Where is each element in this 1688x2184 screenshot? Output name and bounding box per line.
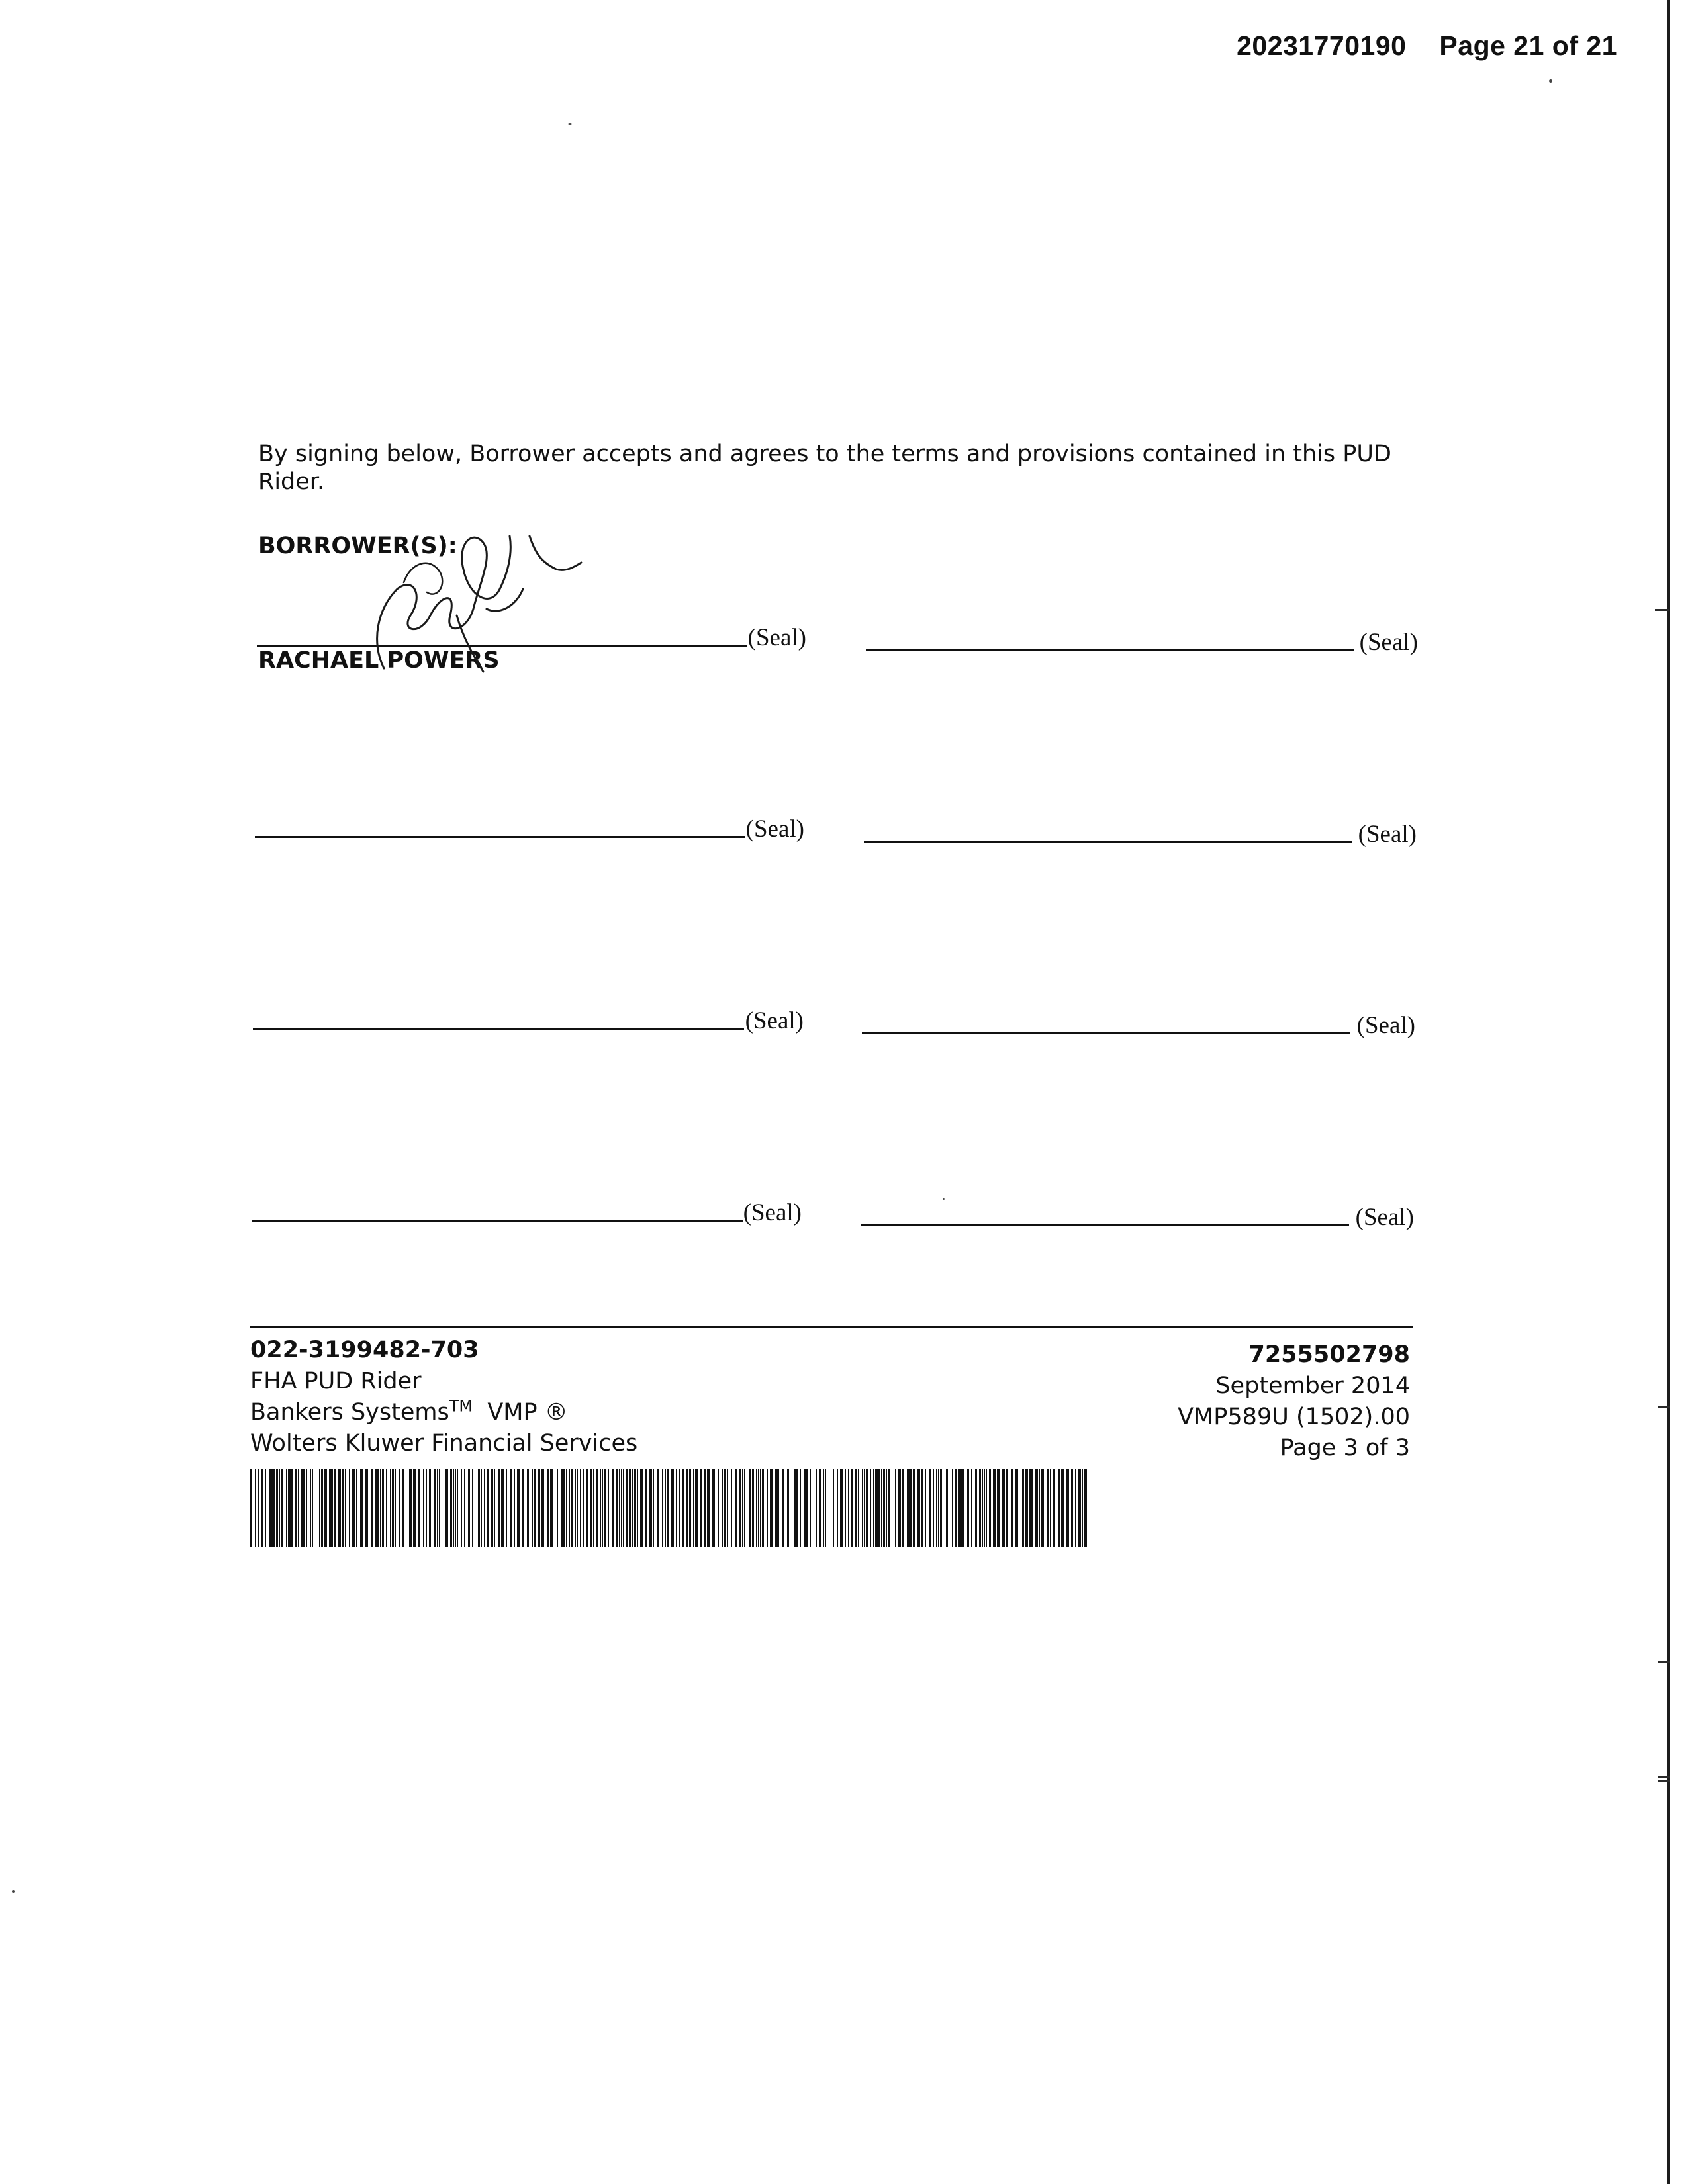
barcode-bar	[875, 1469, 878, 1547]
barcode-bar	[288, 1469, 291, 1547]
form-code: VMP589U (1502).00	[1178, 1404, 1410, 1430]
barcode-bar	[386, 1469, 387, 1547]
barcode-bar	[767, 1469, 768, 1547]
barcode-bar	[453, 1469, 454, 1547]
signature-rule	[252, 1220, 743, 1222]
signer-name: RACHAEL POWERS	[258, 647, 500, 674]
barcode-bar	[409, 1469, 412, 1547]
barcode-bar	[632, 1469, 633, 1547]
barcode-bar	[936, 1469, 937, 1547]
barcode-bar	[580, 1469, 581, 1547]
barcode-bar	[547, 1469, 549, 1547]
barcode-bar	[752, 1469, 754, 1547]
barcode-bar	[478, 1469, 479, 1547]
barcode-bar	[718, 1469, 719, 1547]
barcode-bar	[671, 1469, 674, 1547]
barcode-bar	[742, 1469, 743, 1547]
signature-line-borrower-6	[862, 1000, 1415, 1040]
barcode-bar	[1004, 1469, 1005, 1547]
barcode-bar	[1006, 1469, 1008, 1547]
barcode-bar	[881, 1469, 882, 1547]
barcode-bar	[312, 1469, 313, 1547]
barcode-bar	[712, 1469, 715, 1547]
barcode-bar	[862, 1469, 863, 1547]
barcode-bar	[776, 1469, 779, 1547]
barcode-bar	[825, 1469, 826, 1547]
barcode-bar	[596, 1469, 598, 1547]
barcode-bar	[907, 1469, 910, 1547]
barcode-bar	[534, 1469, 536, 1547]
barcode-bar	[487, 1469, 489, 1547]
scan-tick	[1658, 1776, 1670, 1778]
barcode-bar	[689, 1469, 691, 1547]
barcode-bar	[468, 1469, 470, 1547]
signature-line-borrower-3	[255, 803, 804, 843]
seal-label: (Seal)	[743, 1199, 802, 1226]
barcode-bar	[298, 1469, 299, 1547]
signature-rule	[861, 1224, 1349, 1226]
barcode-bar	[255, 1469, 256, 1547]
barcode-bar	[629, 1469, 631, 1547]
seal-label: (Seal)	[745, 1007, 804, 1034]
barcode-bar	[649, 1469, 652, 1547]
barcode-bar	[479, 1469, 480, 1547]
barcode-bar	[303, 1469, 305, 1547]
barcode-bar	[971, 1469, 972, 1547]
barcode-bar	[439, 1469, 440, 1547]
barcode-bar	[563, 1469, 565, 1547]
barcode-bar	[279, 1469, 280, 1547]
barcode-bar	[731, 1469, 732, 1547]
barcode-bar	[330, 1469, 332, 1547]
signature-rule	[866, 649, 1354, 651]
barcode-bar	[321, 1469, 323, 1547]
barcode-bar	[806, 1469, 808, 1547]
scan-edge	[1667, 0, 1670, 2184]
company-name: Wolters Kluwer Financial Services	[250, 1430, 638, 1457]
signature-line-borrower-2	[866, 617, 1418, 657]
barcode-bar	[921, 1469, 923, 1547]
barcode-bar	[760, 1469, 761, 1547]
barcode-bar	[352, 1469, 353, 1547]
barcode-bar	[1035, 1469, 1038, 1547]
barcode-bar	[870, 1469, 871, 1547]
barcode-bar	[662, 1469, 663, 1547]
seal-label: (Seal)	[745, 815, 804, 842]
barcode-bar	[332, 1469, 333, 1547]
barcode-bar	[418, 1469, 420, 1547]
barcode-bar	[365, 1469, 368, 1547]
handwritten-signature	[357, 516, 583, 675]
signature-line-borrower-5	[253, 995, 804, 1035]
seal-label: (Seal)	[1359, 629, 1418, 656]
recording-page-label: Page 21 of 21	[1439, 30, 1617, 61]
barcode-bar	[634, 1469, 636, 1547]
barcode-bar	[800, 1469, 801, 1547]
signature-line-borrower-4	[864, 809, 1417, 848]
barcode-bar	[962, 1469, 964, 1547]
barcode-bar	[569, 1469, 570, 1547]
barcode-bar	[982, 1469, 983, 1547]
barcode-bar	[414, 1469, 416, 1547]
barcode-bar	[273, 1469, 275, 1547]
barcode-bar	[810, 1469, 811, 1547]
barcode-bar	[873, 1469, 874, 1547]
barcode-bar	[604, 1469, 606, 1547]
barcode-bar	[917, 1469, 920, 1547]
barcode-bar	[413, 1469, 414, 1547]
barcode-bar	[762, 1469, 764, 1547]
barcode-bar	[975, 1469, 976, 1547]
barcode-bar	[281, 1469, 283, 1547]
barcode-bar	[1058, 1469, 1060, 1547]
barcode-bar	[522, 1469, 524, 1547]
scan-tick	[1658, 1661, 1670, 1663]
barcode-bar	[787, 1469, 789, 1547]
barcode-bar	[265, 1469, 266, 1547]
barcode-bar	[345, 1469, 346, 1547]
barcode-bar	[804, 1469, 806, 1547]
barcode-bar	[637, 1469, 638, 1547]
barcode-bar	[933, 1469, 934, 1547]
barcode-bar	[722, 1469, 723, 1547]
barcode-bar	[590, 1469, 592, 1547]
barcode-bar	[976, 1469, 977, 1547]
barcode-bar	[491, 1469, 493, 1547]
barcode-bar	[958, 1469, 961, 1547]
barcode-bar	[600, 1469, 601, 1547]
barcode-bar	[392, 1469, 394, 1547]
barcode-bar	[353, 1469, 355, 1547]
barcode-bar	[356, 1469, 357, 1547]
barcode	[250, 1469, 1087, 1547]
signature-rule	[253, 1028, 744, 1030]
barcode-bar	[557, 1469, 558, 1547]
barcode-bar	[1075, 1469, 1076, 1547]
barcode-bar	[851, 1469, 853, 1547]
barcode-bar	[510, 1469, 512, 1547]
barcode-bar	[517, 1469, 520, 1547]
barcode-bar	[258, 1469, 259, 1547]
loan-number: 022-3199482-703	[250, 1337, 479, 1363]
barcode-bar	[295, 1469, 297, 1547]
barcode-bar	[349, 1469, 350, 1547]
barcode-bar	[593, 1469, 594, 1547]
barcode-bar	[833, 1469, 834, 1547]
barcode-bar	[700, 1469, 702, 1547]
barcode-bar	[782, 1469, 784, 1547]
barcode-bar	[744, 1469, 745, 1547]
acceptance-statement: By signing below, Borrower accepts and agrees to the terms and provisions contained in this PUD Rider.	[258, 441, 1391, 495]
barcode-bar	[878, 1469, 880, 1547]
barcode-bar	[845, 1469, 846, 1547]
barcode-bar	[360, 1469, 363, 1547]
seal-label: (Seal)	[1358, 821, 1417, 848]
barcode-bar	[395, 1469, 396, 1547]
barcode-bar	[621, 1469, 622, 1547]
barcode-bar	[538, 1469, 540, 1547]
barcode-bar	[602, 1469, 603, 1547]
barcode-bar	[756, 1469, 757, 1547]
barcode-bar	[864, 1469, 865, 1547]
form-name: FHA PUD Rider	[250, 1368, 422, 1394]
barcode-bar	[837, 1469, 838, 1547]
barcode-bar	[380, 1469, 381, 1547]
scan-tick	[1655, 609, 1669, 611]
scan-speck	[1549, 79, 1552, 83]
barcode-bar	[667, 1469, 669, 1547]
seal-label: (Seal)	[747, 624, 806, 651]
vendor-name: Bankers Systems	[250, 1399, 449, 1426]
barcode-bar	[1050, 1469, 1051, 1547]
registered-symbol: ®	[544, 1399, 568, 1426]
barcode-bar	[426, 1469, 427, 1547]
form-date: September 2014	[1215, 1373, 1410, 1399]
barcode-bar	[616, 1469, 618, 1547]
borrowers-label: BORROWER(S):	[258, 533, 457, 559]
form-page-number: Page 3 of 3	[1280, 1435, 1410, 1461]
barcode-bar	[823, 1469, 824, 1547]
barcode-bar	[794, 1469, 796, 1547]
barcode-bar	[271, 1469, 273, 1547]
barcode-bar	[450, 1469, 452, 1547]
barcode-bar	[770, 1469, 773, 1547]
barcode-bar	[377, 1469, 379, 1547]
barcode-bar	[704, 1469, 706, 1547]
barcode-bar	[938, 1469, 939, 1547]
footer-divider	[250, 1326, 1413, 1328]
scan-tick	[1658, 1406, 1670, 1408]
barcode-bar	[1084, 1469, 1086, 1547]
barcode-bar	[855, 1469, 857, 1547]
barcode-bar	[464, 1469, 465, 1547]
barcode-bar	[276, 1469, 278, 1547]
barcode-bar	[1025, 1469, 1028, 1547]
barcode-bar	[883, 1469, 885, 1547]
barcode-bar	[390, 1469, 391, 1547]
barcode-bar	[566, 1469, 567, 1547]
barcode-bar	[586, 1469, 588, 1547]
barcode-bar	[338, 1469, 341, 1547]
barcode-bar	[375, 1469, 377, 1547]
barcode-bar	[1078, 1469, 1081, 1547]
barcode-bar	[724, 1469, 726, 1547]
barcode-bar	[250, 1469, 252, 1547]
trademark-symbol: TM	[449, 1396, 473, 1416]
barcode-bar	[457, 1469, 458, 1547]
barcode-bar	[902, 1469, 904, 1547]
barcode-bar	[1071, 1469, 1073, 1547]
barcode-bar	[961, 1469, 962, 1547]
barcode-bar	[494, 1469, 495, 1547]
barcode-bar	[979, 1469, 981, 1547]
barcode-bar	[682, 1469, 684, 1547]
barcode-bar	[532, 1469, 533, 1547]
barcode-bar	[561, 1469, 563, 1547]
barcode-bar	[481, 1469, 482, 1547]
barcode-bar	[1015, 1469, 1018, 1547]
barcode-bar	[858, 1469, 859, 1547]
barcode-bar	[583, 1469, 584, 1547]
barcode-bar	[1066, 1469, 1069, 1547]
barcode-bar	[434, 1469, 436, 1547]
barcode-bar	[653, 1469, 654, 1547]
barcode-bar	[925, 1469, 926, 1547]
seal-label: (Seal)	[1355, 1204, 1414, 1231]
barcode-bar	[758, 1469, 759, 1547]
barcode-bar	[986, 1469, 987, 1547]
barcode-bar	[816, 1469, 817, 1547]
barcode-bar	[291, 1469, 293, 1547]
barcode-bar	[577, 1469, 578, 1547]
barcode-bar	[989, 1469, 991, 1547]
barcode-bar	[575, 1469, 576, 1547]
barcode-bar	[1041, 1469, 1044, 1547]
barcode-bar	[952, 1469, 953, 1547]
barcode-bar	[898, 1469, 901, 1547]
barcode-bar	[619, 1469, 620, 1547]
scan-speck	[568, 123, 572, 125]
barcode-bar	[840, 1469, 843, 1547]
barcode-bar	[886, 1469, 887, 1547]
barcode-bar	[708, 1469, 710, 1547]
barcode-bar	[676, 1469, 677, 1547]
barcode-bar	[819, 1469, 821, 1547]
form-id-number: 7255502798	[1248, 1342, 1410, 1368]
barcode-bar	[775, 1469, 776, 1547]
barcode-bar	[967, 1469, 969, 1547]
vendor-line	[250, 1397, 637, 1428]
barcode-bar	[848, 1469, 849, 1547]
barcode-bar	[657, 1469, 659, 1547]
barcode-bar	[472, 1469, 473, 1547]
signature-line-borrower-8	[861, 1192, 1414, 1232]
barcode-bar	[1022, 1469, 1024, 1547]
footer-form-info	[250, 1335, 637, 1459]
barcode-bar	[1031, 1469, 1033, 1547]
barcode-bar	[550, 1469, 553, 1547]
barcode-bar	[679, 1469, 680, 1547]
barcode-bar	[1053, 1469, 1055, 1547]
recording-document-number: 20231770190	[1237, 30, 1407, 61]
signature-line-borrower-7	[252, 1187, 802, 1227]
barcode-bar	[1029, 1469, 1031, 1547]
barcode-bar	[306, 1469, 307, 1547]
barcode-bar	[269, 1469, 271, 1547]
barcode-bar	[955, 1469, 957, 1547]
barcode-bar	[310, 1469, 311, 1547]
barcode-bar	[727, 1469, 728, 1547]
barcode-bar	[946, 1469, 948, 1547]
barcode-bar	[445, 1469, 448, 1547]
barcode-bar	[993, 1469, 996, 1547]
barcode-bar	[686, 1469, 688, 1547]
barcode-bar	[1002, 1469, 1004, 1547]
barcode-bar	[1082, 1469, 1083, 1547]
barcode-bar	[286, 1469, 287, 1547]
barcode-bar	[382, 1469, 384, 1547]
vendor-product: VMP	[487, 1399, 538, 1426]
barcode-bar	[514, 1469, 515, 1547]
signature-rule	[864, 841, 1352, 843]
barcode-bar	[429, 1469, 431, 1547]
barcode-bar	[402, 1469, 404, 1547]
footer-form-id	[1178, 1340, 1410, 1464]
barcode-bar	[1039, 1469, 1040, 1547]
barcode-bar	[997, 1469, 1000, 1547]
barcode-bar	[506, 1469, 507, 1547]
barcode-bar	[455, 1469, 456, 1547]
barcode-bar	[541, 1469, 544, 1547]
barcode-bar	[895, 1469, 896, 1547]
barcode-bar	[796, 1469, 798, 1547]
barcode-bar	[640, 1469, 643, 1547]
barcode-bar	[929, 1469, 931, 1547]
barcode-bar	[1061, 1469, 1064, 1547]
barcode-bar	[612, 1469, 614, 1547]
barcode-bar	[695, 1469, 698, 1547]
barcode-bar	[888, 1469, 890, 1547]
barcode-bar	[1086, 1469, 1087, 1547]
barcode-bar	[866, 1469, 868, 1547]
barcode-bar	[913, 1469, 915, 1547]
barcode-bar	[749, 1469, 751, 1547]
barcode-bar	[665, 1469, 666, 1547]
barcode-bar	[301, 1469, 303, 1547]
barcode-bar	[498, 1469, 500, 1547]
barcode-bar	[707, 1469, 708, 1547]
barcode-bar	[626, 1469, 628, 1547]
barcode-bar	[371, 1469, 373, 1547]
barcode-bar	[735, 1469, 737, 1547]
barcode-bar	[324, 1469, 327, 1547]
barcode-bar	[319, 1469, 320, 1547]
barcode-bar	[984, 1469, 985, 1547]
signature-rule	[862, 1032, 1350, 1034]
recording-stamp	[1237, 30, 1617, 62]
barcode-bar	[608, 1469, 609, 1547]
barcode-bar	[261, 1469, 263, 1547]
barcode-bar	[437, 1469, 438, 1547]
barcode-bar	[342, 1469, 344, 1547]
barcode-bar	[1011, 1469, 1013, 1547]
scan-speck	[12, 1890, 15, 1893]
barcode-bar	[527, 1469, 529, 1547]
barcode-bar	[501, 1469, 504, 1547]
seal-label: (Seal)	[1356, 1012, 1415, 1039]
barcode-bar	[329, 1469, 330, 1547]
barcode-bar	[399, 1469, 400, 1547]
barcode-bar	[739, 1469, 741, 1547]
barcode-bar	[645, 1469, 647, 1547]
barcode-bar	[623, 1469, 624, 1547]
barcode-bar	[334, 1469, 336, 1547]
signature-rule	[255, 836, 745, 838]
barcode-bar	[940, 1469, 942, 1547]
barcode-bar	[1047, 1469, 1049, 1547]
barcode-bar	[484, 1469, 485, 1547]
scan-tick	[1658, 1780, 1670, 1782]
barcode-bar	[423, 1469, 424, 1547]
barcode-bar	[693, 1469, 694, 1547]
barcode-bar	[461, 1469, 462, 1547]
barcode-bar	[910, 1469, 912, 1547]
barcode-bar	[571, 1469, 573, 1547]
